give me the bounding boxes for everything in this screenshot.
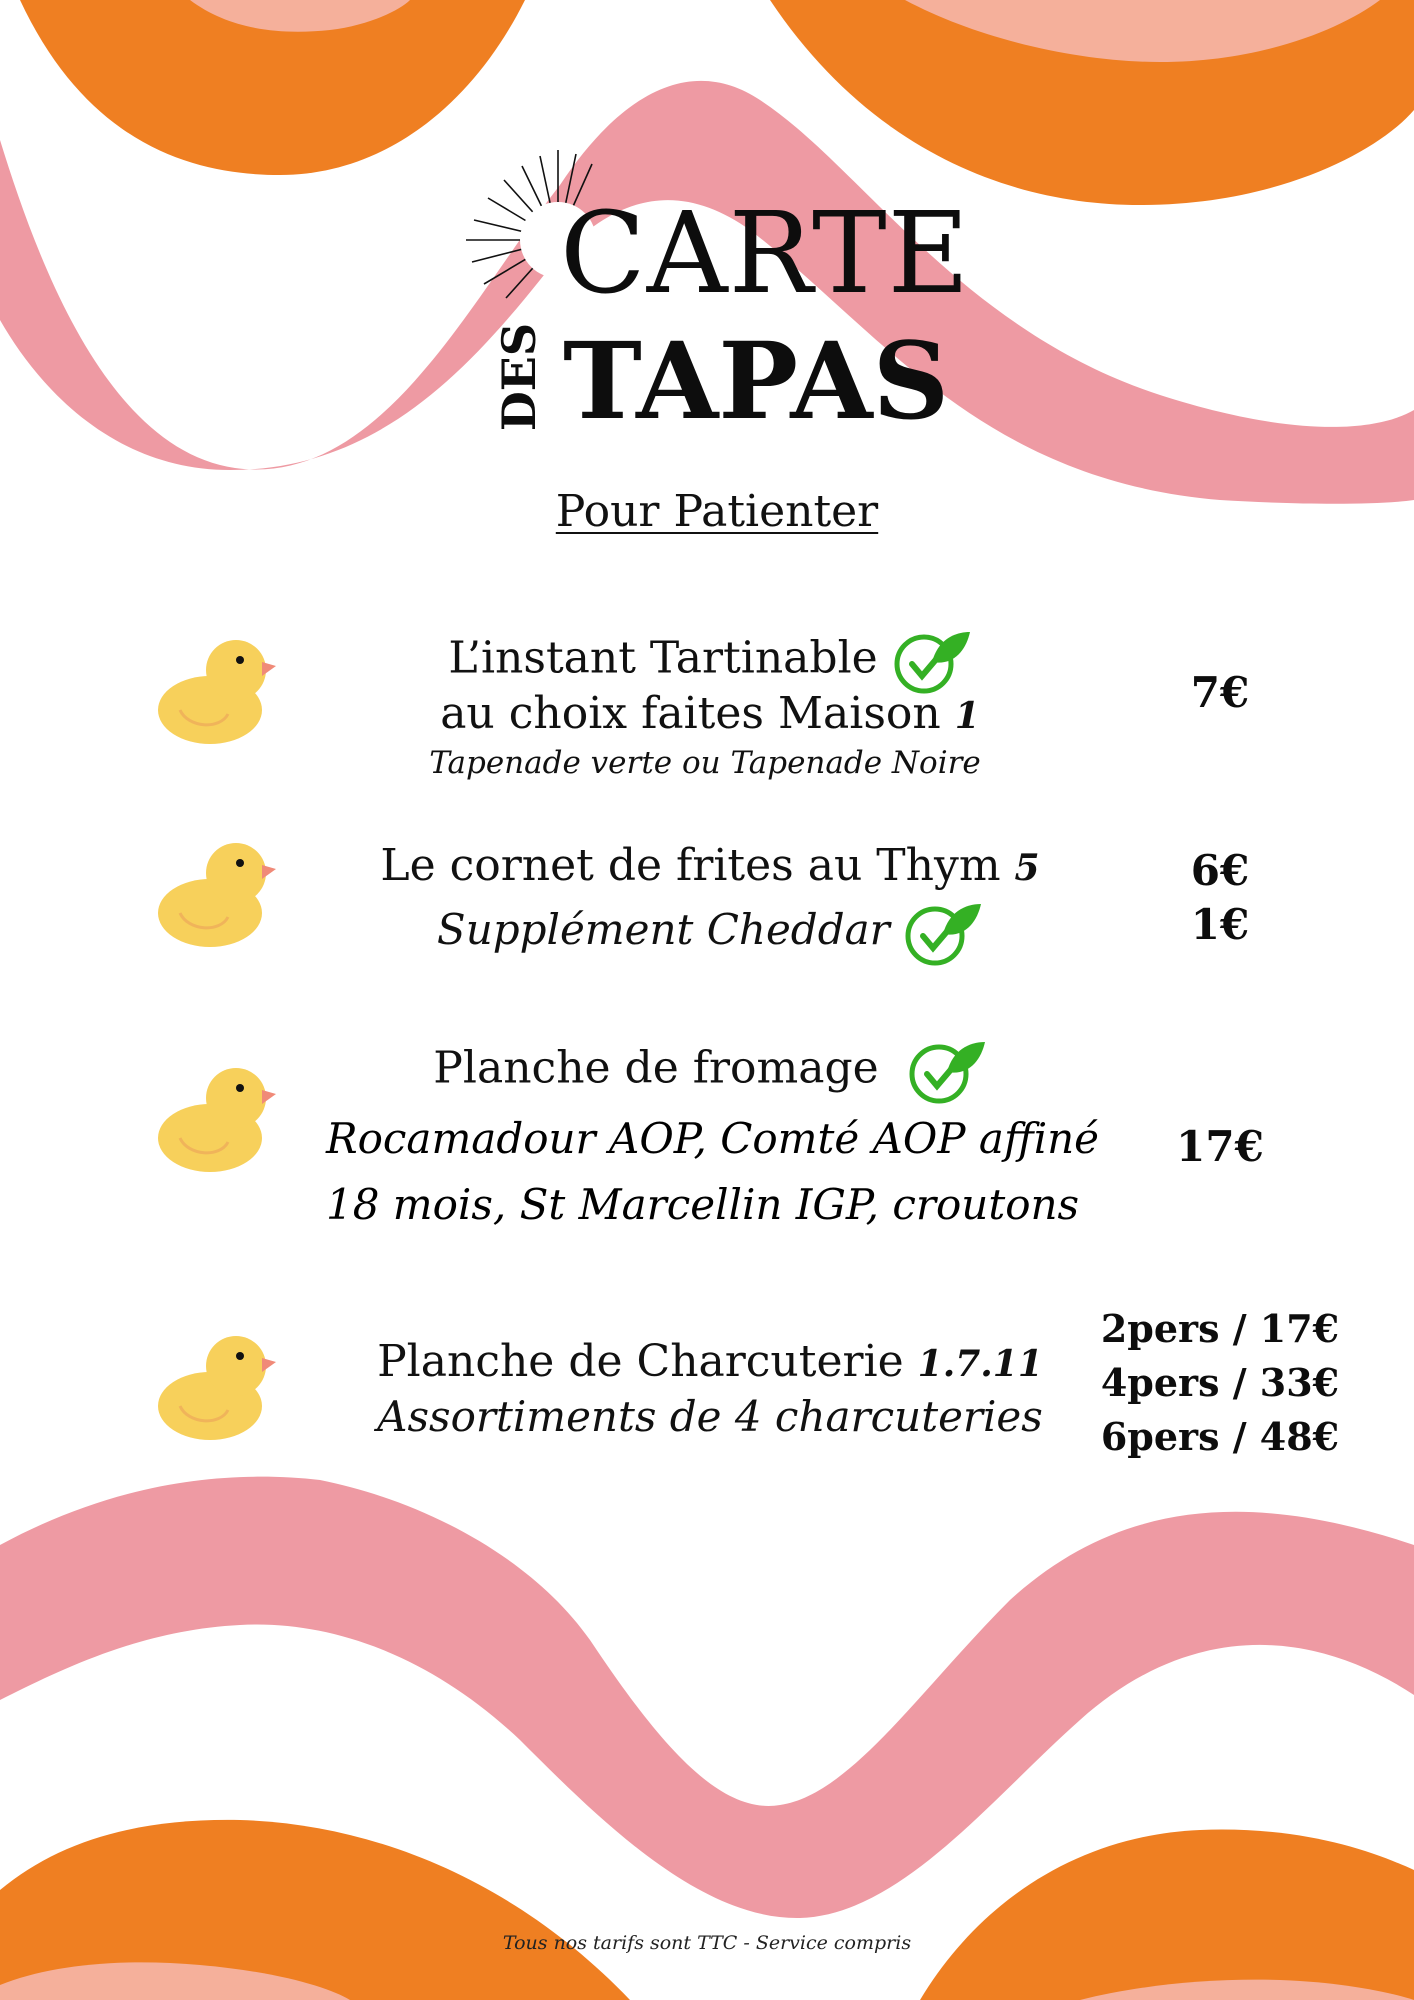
item-2-line-1: Le cornet de frites au Thym 5: [380, 840, 1040, 891]
duck-icon: [158, 835, 276, 947]
check-leaf-icon: [907, 1036, 987, 1106]
bottom-right-orange-arc: [920, 1830, 1414, 2000]
item-1-price: 7€: [1190, 668, 1250, 717]
item-4-line-2: Assortiments de 4 charcuteries: [377, 1392, 1043, 1441]
title-des: DES: [492, 322, 546, 432]
section-title: Pour Patienter: [555, 486, 879, 537]
duck-icon: [158, 1328, 276, 1440]
item-4-price-4pers: 4pers / 33€: [1100, 1360, 1340, 1405]
item-3-line-2: Rocamadour AOP, Comté AOP affiné: [326, 1114, 1100, 1163]
item-3-line-3: 18 mois, St Marcellin IGP, croutons: [326, 1180, 1080, 1229]
item-3-price: 17€: [1176, 1122, 1264, 1171]
item-4-line-1: Planche de Charcuterie 1.7.11: [377, 1336, 1043, 1387]
duck-icon: [158, 632, 276, 744]
item-4-price-2pers: 2pers / 17€: [1100, 1306, 1340, 1351]
duck-icon: [158, 1060, 276, 1172]
item-1-line-2: au choix faites Maison 1: [440, 688, 980, 739]
check-leaf-icon: [903, 898, 983, 968]
item-1-line-1: L’instant Tartinable: [300, 626, 1120, 696]
title-tapas: TAPAS: [563, 318, 950, 443]
item-2-line-2: Supplément Cheddar: [300, 898, 1120, 968]
item-4-price-6pers: 6pers / 48€: [1100, 1414, 1340, 1459]
check-leaf-icon: [892, 626, 972, 696]
item-2-supplement-price: 1€: [1190, 900, 1250, 949]
title-carte: CARTE: [560, 189, 971, 319]
item-2-price: 6€: [1190, 846, 1250, 895]
item-3-line-1: Planche de fromage: [300, 1036, 1120, 1106]
item-1-detail: Tapenade verte ou Tapenade Noire: [429, 745, 981, 781]
footer-note: Tous nos tarifs sont TTC - Service compris: [502, 1932, 912, 1954]
